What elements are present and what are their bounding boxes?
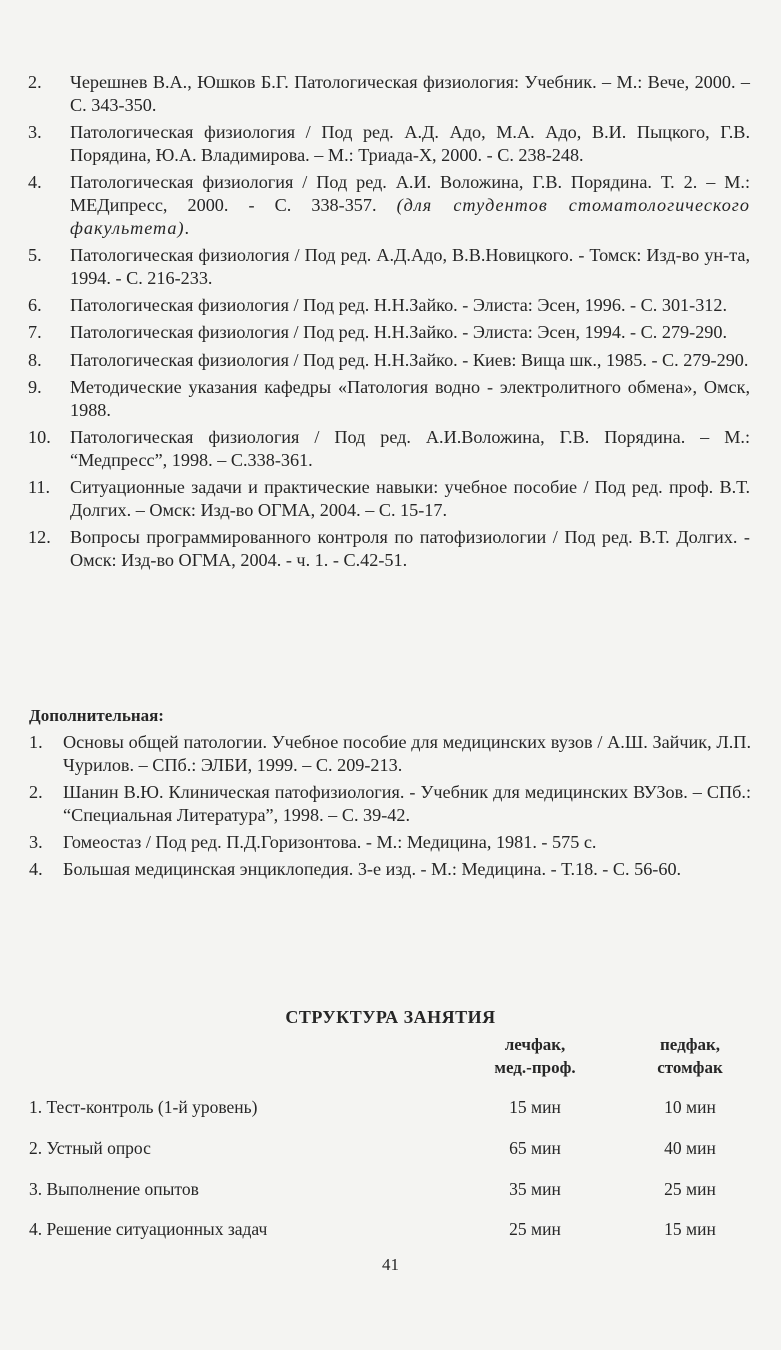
reference-number: 4. (28, 172, 42, 193)
additional-heading: Дополнительная: (29, 706, 164, 725)
reference-item (28, 426, 750, 472)
reference-number: 12. (28, 526, 51, 547)
reference-number: 11. (28, 476, 51, 497)
additional-number: 1. (29, 732, 43, 752)
additional-item (29, 731, 751, 777)
row-value-pedfak: 40 мин (664, 1138, 716, 1158)
reference-text-wrap (70, 171, 750, 240)
reference-text: Патологическая физиология / Под ред. Н.Н.Зайко. - Элиста: Эсен, 1994. - С. 279-290. (70, 322, 728, 343)
additional-number: 2. (29, 782, 43, 802)
additional-item (29, 858, 751, 881)
additional-item (29, 831, 751, 854)
row-label: 1. Тест-контроль (1-й уровень) (29, 1097, 258, 1117)
reference-number: 10. (28, 426, 51, 447)
structure-row (0, 1219, 781, 1243)
reference-item (28, 321, 750, 344)
reference-text: Патологическая физиология / Под ред. А.Д. Адо, М.А. Адо, В.И. Пыцкого, Г.В. Порядина, Ю.А. Владимирова. – М.: Триада-Х, 2000. - С. 238-248. (70, 122, 750, 166)
row-label: 4. Решение ситуационных задач (29, 1219, 268, 1239)
reference-text: Патологическая физиология / Под ред. А.И.Воложина, Г.В. Порядина. – М.: “Медпресс”, 1998. – С.338-361. (70, 426, 750, 470)
reference-item (28, 476, 750, 522)
row-value-lechfak: 35 мин (509, 1179, 561, 1199)
reference-item (28, 171, 750, 240)
row-value-lechfak: 65 мин (509, 1138, 561, 1158)
main-references-list (28, 71, 750, 576)
reference-item (28, 376, 750, 422)
row-value-lechfak: 15 мин (509, 1097, 561, 1117)
reference-text: Методические указания кафедры «Патология водно - электролитного обмена», Омск, 1988. (70, 376, 750, 420)
reference-item (28, 71, 750, 117)
reference-number: 2. (28, 72, 42, 92)
additional-number: 4. (29, 859, 43, 879)
reference-text: Патологическая физиология / Под ред. Н.Н.Зайко. - Элиста: Эсен, 1996. - С. 301-312. (70, 295, 728, 316)
row-value-lechfak: 25 мин (509, 1219, 561, 1239)
reference-item (28, 121, 750, 167)
additional-text: Гомеостаз / Под ред. П.Д.Горизонтова. - М.: Медицина, 1981. - 575 с. (63, 832, 597, 852)
column-header-line: педфак, (659, 1035, 721, 1054)
reference-number: 3. (28, 122, 42, 143)
reference-text: Патологическая физиология / Под ред. Н.Н.Зайко. - Киев: Вища шк., 1985. - С. 279-290. (70, 349, 749, 370)
reference-tail: . (184, 218, 190, 239)
page-number: 41 (382, 1255, 399, 1274)
reference-note: (для студентов стоматологического факультета) (70, 195, 750, 239)
reference-item (28, 349, 750, 372)
structure-row (0, 1179, 781, 1203)
reference-number: 5. (28, 245, 42, 266)
reference-item (28, 244, 750, 290)
reference-text: Патологическая физиология / Под ред. А.Д.Адо, В.В.Новицкого. - Томск: Изд-во ун-та, 1994. - С. 216-233. (70, 245, 750, 289)
additional-references-list (29, 731, 751, 885)
column-header-lechfak (465, 1033, 605, 1079)
additional-text: Основы общей патологии. Учебное пособие для медицинских вузов / А.Ш. Зайчик, Л.П. Чурилов. – СПб.: ЭЛБИ, 1999. – С. 209-213. (63, 732, 751, 775)
column-header-line: стомфак (657, 1058, 723, 1077)
row-value-pedfak: 10 мин (664, 1097, 716, 1117)
column-header-line: мед.-проф. (494, 1058, 576, 1077)
reference-number: 6. (28, 295, 42, 316)
row-label: 2. Устный опрос (29, 1138, 151, 1158)
reference-item (28, 526, 750, 572)
additional-item (29, 781, 751, 827)
reference-number: 7. (28, 322, 42, 343)
reference-number: 9. (28, 376, 42, 397)
row-value-pedfak: 25 мин (664, 1179, 716, 1199)
row-value-pedfak: 15 мин (664, 1219, 716, 1239)
structure-title: СТРУКТУРА ЗАНЯТИЯ (285, 1007, 496, 1027)
reference-text: Черешнев В.А., Юшков Б.Г. Патологическая физиология: Учебник. – М.: Вече, 2000. – С. 343-350. (70, 72, 750, 115)
additional-number: 3. (29, 832, 43, 852)
column-header-line: лечфак, (504, 1035, 566, 1054)
reference-text: Ситуационные задачи и практические навыки: учебное пособие / Под ред. проф. В.Т. Долгих. – Омск: Изд-во ОГМА, 2004. – С. 15-17. (70, 476, 750, 520)
structure-row (0, 1097, 781, 1121)
additional-text: Большая медицинская энциклопедия. 3-е изд. - М.: Медицина. - Т.18. - С. 56-60. (63, 859, 682, 879)
reference-item (28, 294, 750, 317)
reference-text: Вопросы программированного контроля по патофизиологии / Под ред. В.Т. Долгих. - Омск: Изд-во ОГМА, 2004. - ч. 1. - С.42-51. (70, 526, 750, 570)
reference-number: 8. (28, 349, 42, 370)
reference-text: Патологическая физиология / Под ред. А.И. Воложина, Г.В. Порядина. Т. 2. – М.: МЕДипресс, 2000. - С. 338-357. (70, 172, 750, 216)
row-label: 3. Выполнение опытов (29, 1179, 199, 1199)
additional-text: Шанин В.Ю. Клиническая патофизиология. - Учебник для медицинских ВУЗов. – СПб.: “Специальная Литература”, 1998. – С. 39-42. (63, 782, 751, 825)
structure-row (0, 1138, 781, 1162)
column-header-pedfak (620, 1033, 760, 1079)
